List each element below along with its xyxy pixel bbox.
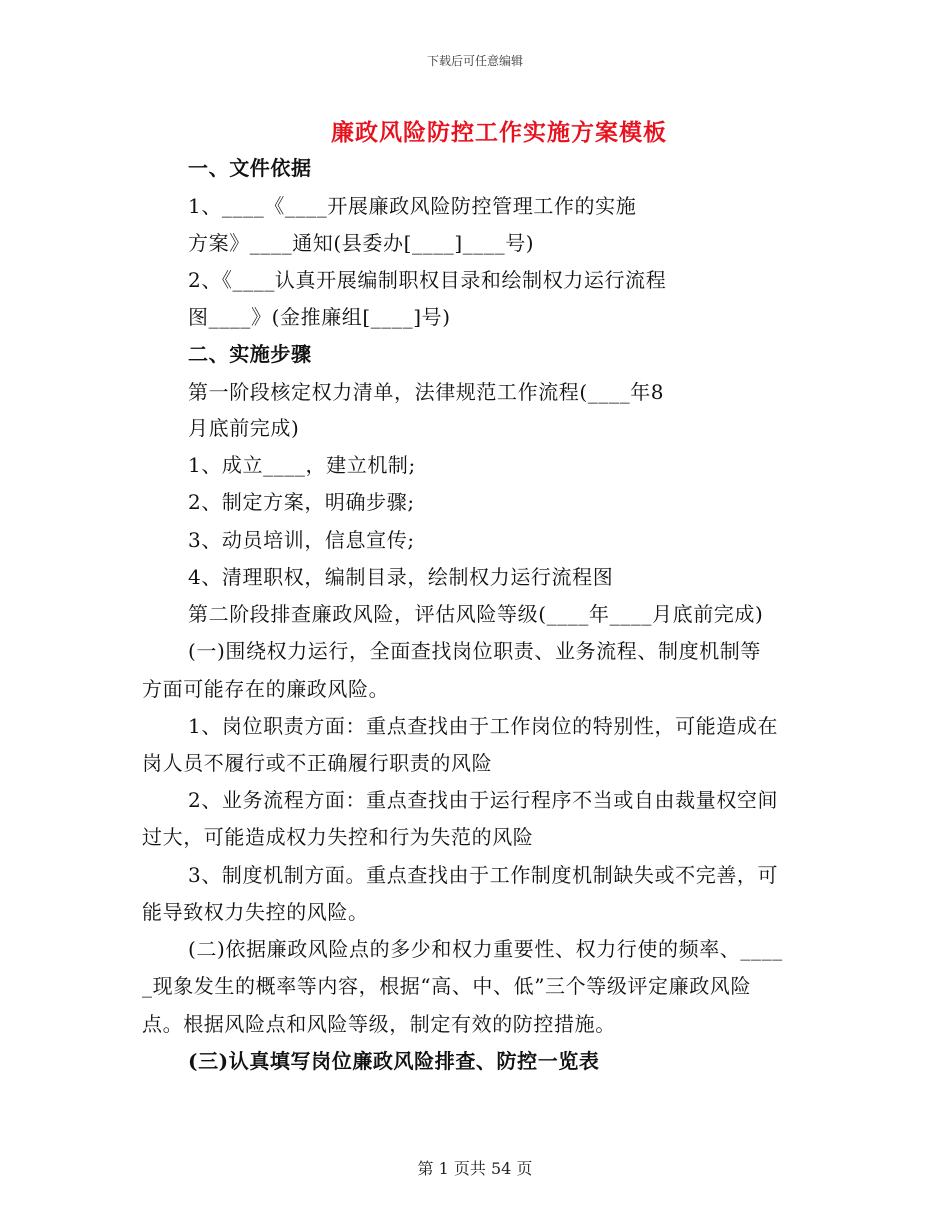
paragraph-line: 2、《____认真开展编制职权目录和绘制权力运行流程 xyxy=(188,268,667,292)
paragraph-line: 3、制度机制方面。重点查找由于工作制度机制缺失或不完善，可 xyxy=(188,863,779,887)
list-item: 1、成立____，建立机制; xyxy=(188,453,416,477)
paragraph-line: 1、岗位职责方面：重点查找由于工作岗位的特别性，可能造成在 xyxy=(188,714,779,738)
paragraph-line: 能导致权力失控的风险。 xyxy=(142,900,369,924)
paragraph-line: _现象发生的概率等内容，根据“高、中、低”三个等级评定廉政风险 xyxy=(142,974,752,998)
document-title: 廉政风险防控工作实施方案模板 xyxy=(331,119,667,146)
section-heading-steps: 二、实施步骤 xyxy=(188,342,312,366)
paragraph-line: 图____》(金推廉组[____]号) xyxy=(188,305,451,329)
paragraph-line: 2、业务流程方面：重点查找由于运行程序不当或自由裁量权空间 xyxy=(188,788,779,812)
paragraph-line: 第二阶段排查廉政风险，评估风险等级(____年____月底前完成) xyxy=(188,602,764,626)
paragraph-line: 方案》____通知(县委办[____]____号) xyxy=(188,231,535,255)
paragraph-line: 方面可能存在的廉政风险。 xyxy=(142,677,390,701)
paragraph-line: 1、____《____开展廉政风险防控管理工作的实施 xyxy=(188,194,637,218)
page-footer: 第 1 页共 54 页 xyxy=(417,1159,533,1178)
subsection-heading: (三)认真填写岗位廉政风险排查、防控一览表 xyxy=(188,1049,600,1073)
section-heading-basis: 一、文件依据 xyxy=(188,156,312,180)
list-item: 2、制定方案，明确步骤; xyxy=(188,490,415,514)
page-header: 下载后可任意编辑 xyxy=(426,54,523,68)
paragraph-line: 第一阶段核定权力清单，法律规范工作流程(____年8 xyxy=(188,380,665,404)
paragraph-line: 月底前完成) xyxy=(188,416,300,440)
paragraph-line: (一)围绕权力运行，全面查找岗位职责、业务流程、制度机制等 xyxy=(188,639,762,663)
list-item: 3、动员培训，信息宣传; xyxy=(188,528,415,552)
list-item: 4、清理职权，编制目录，绘制权力运行流程图 xyxy=(188,565,614,589)
paragraph-line: 点。根据风险点和风险等级，制定有效的防控措施。 xyxy=(142,1012,616,1036)
paragraph-line: 岗人员不履行或不正确履行职责的风险 xyxy=(142,751,493,775)
paragraph-line: (二)依据廉政风险点的多少和权力重要性、权力行使的频率、____ xyxy=(188,937,783,961)
paragraph-line: 过大，可能造成权力失控和行为失范的风险 xyxy=(142,825,534,849)
